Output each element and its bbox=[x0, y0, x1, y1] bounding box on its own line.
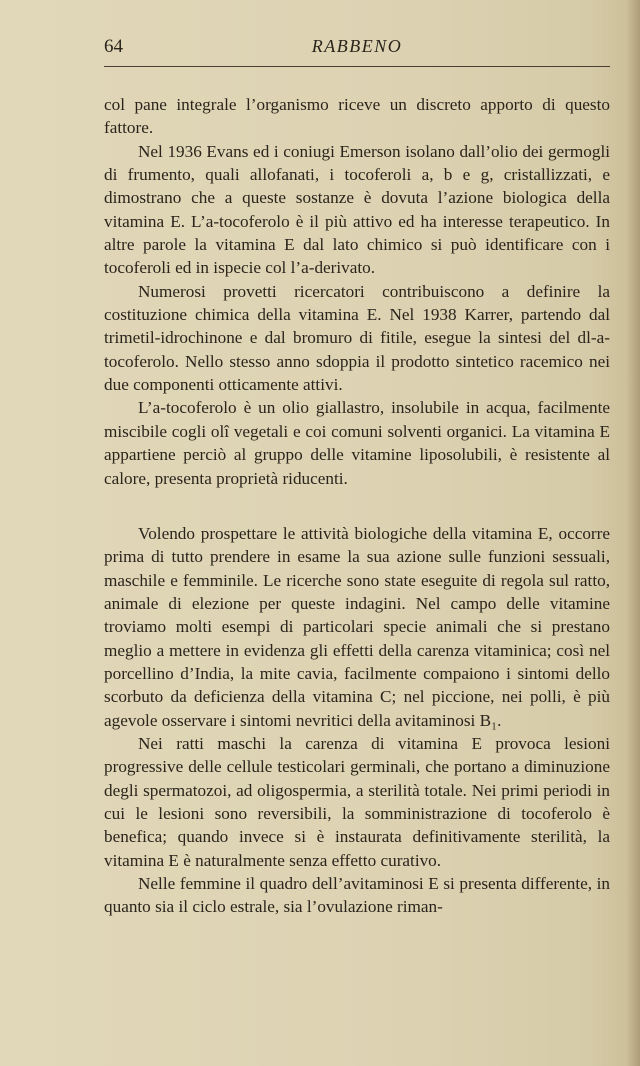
paragraph-6: Nei ratti maschi la carenza di vitamina E provoca lesioni progressive delle cellule testicolari germinali, che portano a diminuzione degli spermatozoi, ad oligospermia, a sterilità totale. Nei primi periodi in cui le lesioni sono reversibili, la somministrazione di tocoferolo è benefica; quando invece si è instaurata definitivamente sterilità, la vitamina E è naturalmente senza effetto curativo. bbox=[104, 733, 610, 870]
paragraph-7: Nelle femmine il quadro dell’avitaminosi E si presenta differente, in quanto sia il ciclo estrale, sia l’ovulazione riman- bbox=[104, 874, 610, 917]
paragraph-5: Volendo prospettare le attività biologiche della vitamina E, occorre prima di tutto prendere in esame la sua azione sulle funzioni sessuali, maschile e femminile. Le ricerche sono state eseguite di regola sul ratto, animale di elezione per queste indagini. Nel campo delle vitamine troviamo molti esempi di particolari specie animali che si prestano meglio a mettere in evidenza gli effetti della carenza vitaminica; così nel porcellino d’India, la mite cavia, facilmente compaiono i sintomi dello scorbuto da deficienza della vitamina C; nel piccione, nei polli, è più agevole osservare i sintomi nevritici della avitaminosi B₁. bbox=[104, 523, 610, 730]
paragraph-2: Nel 1936 Evans ed i coniugi Emerson isolano dall’olio dei germogli di frumento, quali allofanati, i tocoferoli a, b e g, cristallizzati, e dimostrano che a queste sostanze è dovuta l’azione biologica della vitamina E. L’a-tocoferolo è il più attivo ed ha interesse terapeutico. In altre parole la vitamina E dal lato chimico si può identificare con i tocoferoli ed in ispecie col l’a-derivato. bbox=[104, 141, 610, 278]
page-number: 64 bbox=[104, 36, 123, 57]
running-head: RABBENO bbox=[311, 36, 403, 56]
body-text bbox=[104, 93, 610, 919]
page-header bbox=[104, 36, 610, 64]
paragraph-1: col pane integrale l’organismo riceve un discreto apporto di questo fattore. bbox=[104, 95, 610, 138]
paragraph-4: L’a-tocoferolo è un olio giallastro, insolubile in acqua, facilmente miscibile cogli olî vegetali e coi comuni solventi organici. La vitamina E appartiene perciò al gruppo delle vitamine liposolubili, è resistente al calore, presenta proprietà riducenti. bbox=[104, 398, 610, 488]
page-edge-shadow bbox=[626, 0, 640, 1066]
paragraph-3: Numerosi provetti ricercatori contribuiscono a definire la costituzione chimica della vitamina E. Nel 1938 Karrer, partendo dal trimetil-idrochinone e dal bromuro di fitile, esegue la sintesi del dl-a-tocoferolo. Nello stesso anno sdoppia il prodotto sintetico racemico nei due componenti otticamente attivi. bbox=[104, 281, 610, 395]
header-rule bbox=[104, 66, 610, 67]
